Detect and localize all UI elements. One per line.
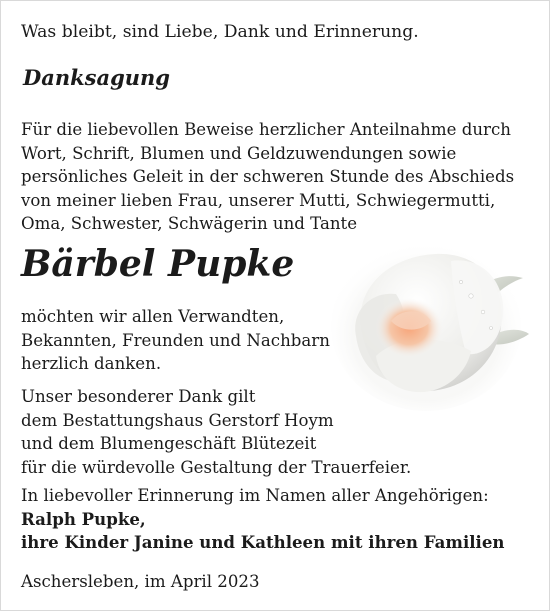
water-drop bbox=[469, 294, 473, 298]
intro-line: Oma, Schwester, Schwägerin und Tante bbox=[21, 214, 358, 234]
thanks-line: möchten wir allen Verwandten, bbox=[21, 307, 285, 326]
thanks-line: Bekannten, Freunden und Nachbarn bbox=[21, 330, 330, 350]
thanks-line: herzlich danken. bbox=[21, 354, 162, 374]
place-date: Aschersleben, im April 2023 bbox=[21, 572, 260, 591]
intro-line: persönliches Geleit in der schweren Stunde des Abschieds bbox=[21, 167, 515, 187]
special-thanks-line: dem Bestattungshaus Gerstorf Hoym bbox=[21, 410, 334, 430]
water-drop bbox=[481, 310, 485, 314]
signatory-line: Ralph Pupke, bbox=[21, 508, 146, 529]
intro-line: Wort, Schrift, Blumen und Geldzuwendungen sowie bbox=[21, 143, 457, 163]
heading-danksagung: Danksagung bbox=[23, 65, 170, 90]
deceased-name: Bärbel Pupke bbox=[21, 243, 295, 285]
intro-line: von meiner lieben Frau, unserer Mutti, Schwiegermutti, bbox=[21, 190, 496, 210]
special-thanks-line: für die würdevolle Gestaltung der Trauerfeier. bbox=[21, 457, 412, 477]
special-thanks-line: Unser besonderer Dank gilt bbox=[21, 387, 256, 406]
intro-line: Für die liebevollen Beweise herzlicher Anteilnahme durch bbox=[21, 120, 511, 139]
thanks-paragraph bbox=[21, 305, 330, 376]
motto: Was bleibt, sind Liebe, Dank und Erinnerung. bbox=[21, 22, 419, 42]
water-drop bbox=[490, 327, 493, 330]
signatory-line: ihre Kinder Janine und Kathleen mit ihren Familien bbox=[21, 532, 505, 553]
closing-paragraph bbox=[21, 484, 505, 555]
water-drop bbox=[459, 280, 462, 283]
white-rose-image bbox=[331, 216, 531, 416]
closing-line: In liebevoller Erinnerung im Namen aller Angehörigen: bbox=[21, 486, 489, 505]
special-thanks-line: und dem Blumengeschäft Blütezeit bbox=[21, 434, 317, 454]
